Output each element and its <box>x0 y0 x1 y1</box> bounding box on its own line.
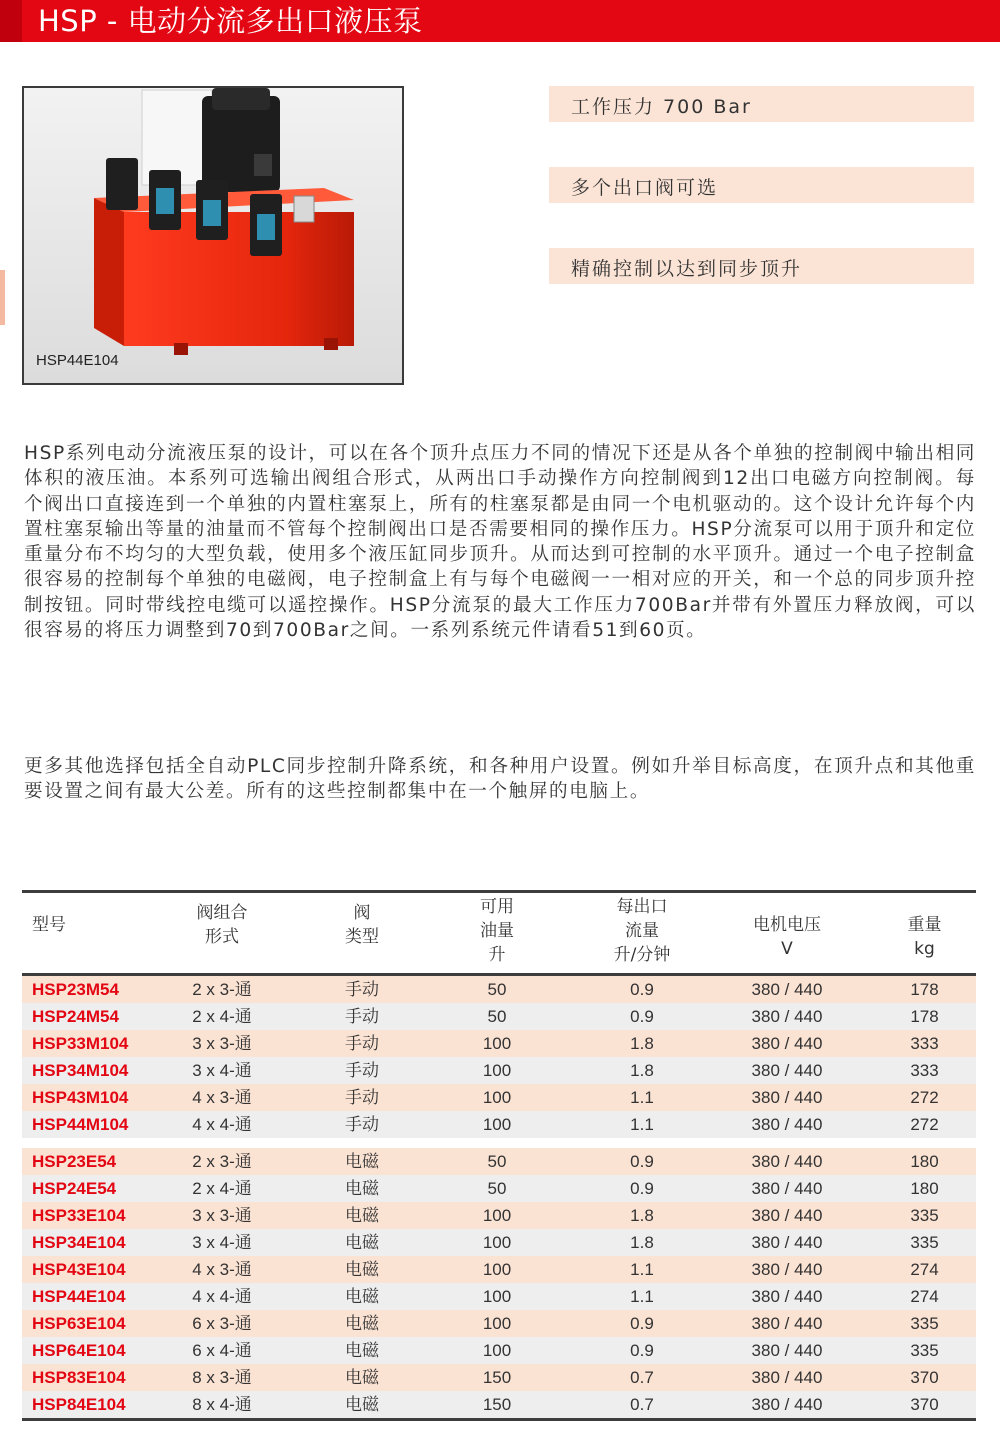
feature-outlets <box>549 167 974 203</box>
cell-weight: 178 <box>910 1007 939 1026</box>
cell-model: HSP24M54 <box>32 1007 119 1026</box>
product-photo <box>22 86 404 385</box>
cell-valve-type: 电磁 <box>345 1152 379 1171</box>
header-voltage: 电机电压 V <box>753 915 821 959</box>
feature-label: 多个出口阀可选 <box>571 177 719 199</box>
cell-valve-combo: 8 x 3-通 <box>192 1368 252 1387</box>
header-flow: 每出口 流量 升/分钟 <box>613 897 671 965</box>
cell-flow: 1.8 <box>630 1061 654 1080</box>
cell-weight: 335 <box>910 1206 939 1225</box>
feature-label: 工作压力 700 Bar <box>571 96 752 118</box>
page-title: HSP - 电动分流多出口液压泵 <box>38 4 423 38</box>
table-row <box>22 1003 976 1030</box>
cell-oil-capacity: 100 <box>482 1233 512 1252</box>
cell-valve-combo: 4 x 4-通 <box>192 1287 252 1306</box>
cell-voltage: 380 / 440 <box>751 1368 823 1387</box>
cell-oil-capacity: 100 <box>482 1034 512 1053</box>
cell-voltage: 380 / 440 <box>751 1233 823 1252</box>
cell-voltage: 380 / 440 <box>751 1341 823 1360</box>
cell-model: HSP44M104 <box>32 1115 129 1134</box>
cell-valve-type: 电磁 <box>345 1260 379 1279</box>
cell-voltage: 380 / 440 <box>751 1314 823 1333</box>
cell-flow: 1.8 <box>630 1206 654 1225</box>
cell-voltage: 380 / 440 <box>751 1179 823 1198</box>
feature-pressure <box>549 86 974 122</box>
table-row <box>22 1391 976 1418</box>
cell-model: HSP83E104 <box>32 1368 126 1387</box>
product-caption: HSP44E104 <box>36 352 119 369</box>
cell-valve-type: 电磁 <box>345 1287 379 1306</box>
cell-model: HSP34M104 <box>32 1061 129 1080</box>
cell-valve-type: 手动 <box>345 1115 379 1134</box>
side-tab-marker <box>0 270 5 325</box>
solenoid-valve-rows <box>22 1148 976 1418</box>
cell-flow: 1.1 <box>630 1115 654 1134</box>
cell-valve-type: 电磁 <box>345 1368 379 1387</box>
description-paragraph: HSP系列电动分流液压泵的设计，可以在各个顶升点压力不同的情况下还是从各个单独的控制阀中输出相同体积的液压油。本系列可选输出阀组合形式，从两出口手动操作方向控制阀到12出口电磁方向控制阀。每个阀出口直接连到一个单独的内置柱塞泵上，所有的柱塞泵都是由同一个电机驱动的。这个设计允许每个内置柱塞泵输出等量的油量而不管每个控制阀出口是否需要相同的操作压力。HSP分流泵可以用于顶升和定位重量分布不均匀的大型负载，使用多个液压缸同步顶升。从而达到可控制的水平顶升。通过一个电子控制盒很容易的控制每个单独的电磁阀，电子控制盒上有与每个电磁阀一一相对应的开关，和一个总的同步顶升控制按钮。同时带线控电缆可以遥控操作。HSP分流泵的最大工作压力700Bar并带有外置压力释放阀，可以很容易的将压力调整到70到700Bar之间。一系列系统元件请看51到60页。 <box>24 443 976 642</box>
cell-valve-combo: 3 x 3-通 <box>192 1206 252 1225</box>
table-bottom-rule <box>22 1418 976 1421</box>
table-row <box>22 1175 976 1202</box>
cell-weight: 335 <box>910 1341 939 1360</box>
cell-flow: 1.1 <box>630 1260 654 1279</box>
cell-oil-capacity: 100 <box>482 1061 512 1080</box>
cell-flow: 0.7 <box>630 1395 654 1414</box>
cell-flow: 1.1 <box>630 1287 654 1306</box>
cell-valve-type: 电磁 <box>345 1179 379 1198</box>
cell-valve-combo: 2 x 3-通 <box>192 1152 252 1171</box>
cell-valve-type: 手动 <box>345 980 379 999</box>
cell-oil-capacity: 50 <box>487 1152 507 1171</box>
cell-valve-combo: 3 x 3-通 <box>192 1034 252 1053</box>
cell-valve-type: 手动 <box>345 1088 379 1107</box>
cell-valve-type: 电磁 <box>345 1395 379 1414</box>
table-row <box>22 1310 976 1337</box>
cell-voltage: 380 / 440 <box>751 1260 823 1279</box>
cell-model: HSP43E104 <box>32 1260 126 1279</box>
cell-valve-combo: 3 x 4-通 <box>192 1061 252 1080</box>
cell-model: HSP34E104 <box>32 1233 126 1252</box>
cell-oil-capacity: 100 <box>482 1314 512 1333</box>
table-row <box>22 1030 976 1057</box>
table-row <box>22 1283 976 1310</box>
spec-table <box>22 890 976 1421</box>
cell-model: HSP23E54 <box>32 1152 117 1171</box>
header-weight: 重量 kg <box>907 915 942 959</box>
cell-valve-type: 手动 <box>345 1007 379 1026</box>
cell-oil-capacity: 50 <box>487 1007 507 1026</box>
cell-weight: 272 <box>910 1088 939 1107</box>
cell-valve-combo: 3 x 4-通 <box>192 1233 252 1252</box>
cell-oil-capacity: 50 <box>487 980 507 999</box>
cell-valve-type: 电磁 <box>345 1314 379 1333</box>
header-model: 型号 <box>32 915 66 935</box>
cell-model: HSP33E104 <box>32 1206 126 1225</box>
group-separator <box>22 1138 976 1148</box>
cell-valve-type: 电磁 <box>345 1233 379 1252</box>
header-oil-capacity: 可用 油量 升 <box>480 897 514 965</box>
cell-weight: 335 <box>910 1233 939 1252</box>
header-valve-type: 阀 类型 <box>345 903 379 947</box>
cell-oil-capacity: 100 <box>482 1088 512 1107</box>
cell-oil-capacity: 150 <box>482 1395 512 1414</box>
feature-sync <box>549 248 974 284</box>
cell-model: HSP23M54 <box>32 980 119 999</box>
cell-flow: 1.8 <box>630 1233 654 1252</box>
cell-oil-capacity: 50 <box>487 1179 507 1198</box>
cell-model: HSP24E54 <box>32 1179 117 1198</box>
table-row <box>22 1229 976 1256</box>
table-row <box>22 1111 976 1138</box>
cell-oil-capacity: 100 <box>482 1115 512 1134</box>
cell-oil-capacity: 150 <box>482 1368 512 1387</box>
cell-flow: 0.9 <box>630 980 654 999</box>
cell-flow: 0.7 <box>630 1368 654 1387</box>
cell-voltage: 380 / 440 <box>751 1395 823 1414</box>
cell-flow: 0.9 <box>630 1007 654 1026</box>
cell-valve-combo: 2 x 3-通 <box>192 980 252 999</box>
cell-valve-combo: 2 x 4-通 <box>192 1179 252 1198</box>
table-row <box>22 1337 976 1364</box>
header-accent <box>0 0 22 42</box>
cell-valve-type: 电磁 <box>345 1206 379 1225</box>
table-row <box>22 1084 976 1111</box>
cell-model: HSP64E104 <box>32 1341 126 1360</box>
cell-weight: 333 <box>910 1034 939 1053</box>
cell-valve-combo: 4 x 3-通 <box>192 1088 252 1107</box>
pump-illustration <box>24 88 402 383</box>
cell-weight: 370 <box>910 1368 939 1387</box>
cell-valve-type: 手动 <box>345 1061 379 1080</box>
cell-valve-combo: 4 x 3-通 <box>192 1260 252 1279</box>
table-header <box>22 890 976 976</box>
cell-valve-combo: 6 x 4-通 <box>192 1341 252 1360</box>
cell-flow: 0.9 <box>630 1152 654 1171</box>
cell-valve-combo: 8 x 4-通 <box>192 1395 252 1414</box>
cell-flow: 1.1 <box>630 1088 654 1107</box>
cell-weight: 274 <box>910 1287 939 1306</box>
cell-valve-type: 手动 <box>345 1034 379 1053</box>
table-row <box>22 1148 976 1175</box>
cell-weight: 333 <box>910 1061 939 1080</box>
cell-weight: 180 <box>910 1152 939 1171</box>
cell-valve-combo: 2 x 4-通 <box>192 1007 252 1026</box>
cell-voltage: 380 / 440 <box>751 1088 823 1107</box>
feature-label: 精确控制以达到同步顶升 <box>571 258 803 280</box>
cell-weight: 178 <box>910 980 939 999</box>
cell-voltage: 380 / 440 <box>751 1115 823 1134</box>
cell-flow: 1.8 <box>630 1034 654 1053</box>
options-paragraph: 更多其他选择包括全自动PLC同步控制升降系统，和各种用户设置。例如升举目标高度，在顶升点和其他重要设置之间有最大公差。所有的这些控制都集中在一个触屏的电脑上。 <box>24 756 976 803</box>
cell-flow: 0.9 <box>630 1341 654 1360</box>
cell-model: HSP63E104 <box>32 1314 126 1333</box>
table-row <box>22 976 976 1003</box>
cell-model: HSP43M104 <box>32 1088 129 1107</box>
cell-weight: 370 <box>910 1395 939 1414</box>
header-bar <box>0 0 1000 42</box>
cell-oil-capacity: 100 <box>482 1287 512 1306</box>
cell-weight: 180 <box>910 1179 939 1198</box>
cell-voltage: 380 / 440 <box>751 1007 823 1026</box>
table-row <box>22 1057 976 1084</box>
cell-weight: 272 <box>910 1115 939 1134</box>
cell-voltage: 380 / 440 <box>751 1206 823 1225</box>
cell-voltage: 380 / 440 <box>751 1034 823 1053</box>
cell-flow: 0.9 <box>630 1179 654 1198</box>
cell-weight: 335 <box>910 1314 939 1333</box>
cell-oil-capacity: 100 <box>482 1341 512 1360</box>
cell-voltage: 380 / 440 <box>751 1152 823 1171</box>
cell-flow: 0.9 <box>630 1314 654 1333</box>
manual-valve-rows <box>22 976 976 1138</box>
cell-valve-combo: 4 x 4-通 <box>192 1115 252 1134</box>
header-valve-combo: 阀组合 形式 <box>196 903 248 947</box>
cell-model: HSP84E104 <box>32 1395 126 1414</box>
table-row <box>22 1364 976 1391</box>
cell-oil-capacity: 100 <box>482 1206 512 1225</box>
cell-voltage: 380 / 440 <box>751 1061 823 1080</box>
cell-model: HSP33M104 <box>32 1034 129 1053</box>
cell-voltage: 380 / 440 <box>751 980 823 999</box>
table-row <box>22 1256 976 1283</box>
cell-valve-type: 电磁 <box>345 1341 379 1360</box>
cell-valve-combo: 6 x 3-通 <box>192 1314 252 1333</box>
cell-oil-capacity: 100 <box>482 1260 512 1279</box>
cell-weight: 274 <box>910 1260 939 1279</box>
cell-voltage: 380 / 440 <box>751 1287 823 1306</box>
cell-model: HSP44E104 <box>32 1287 126 1306</box>
table-row <box>22 1202 976 1229</box>
